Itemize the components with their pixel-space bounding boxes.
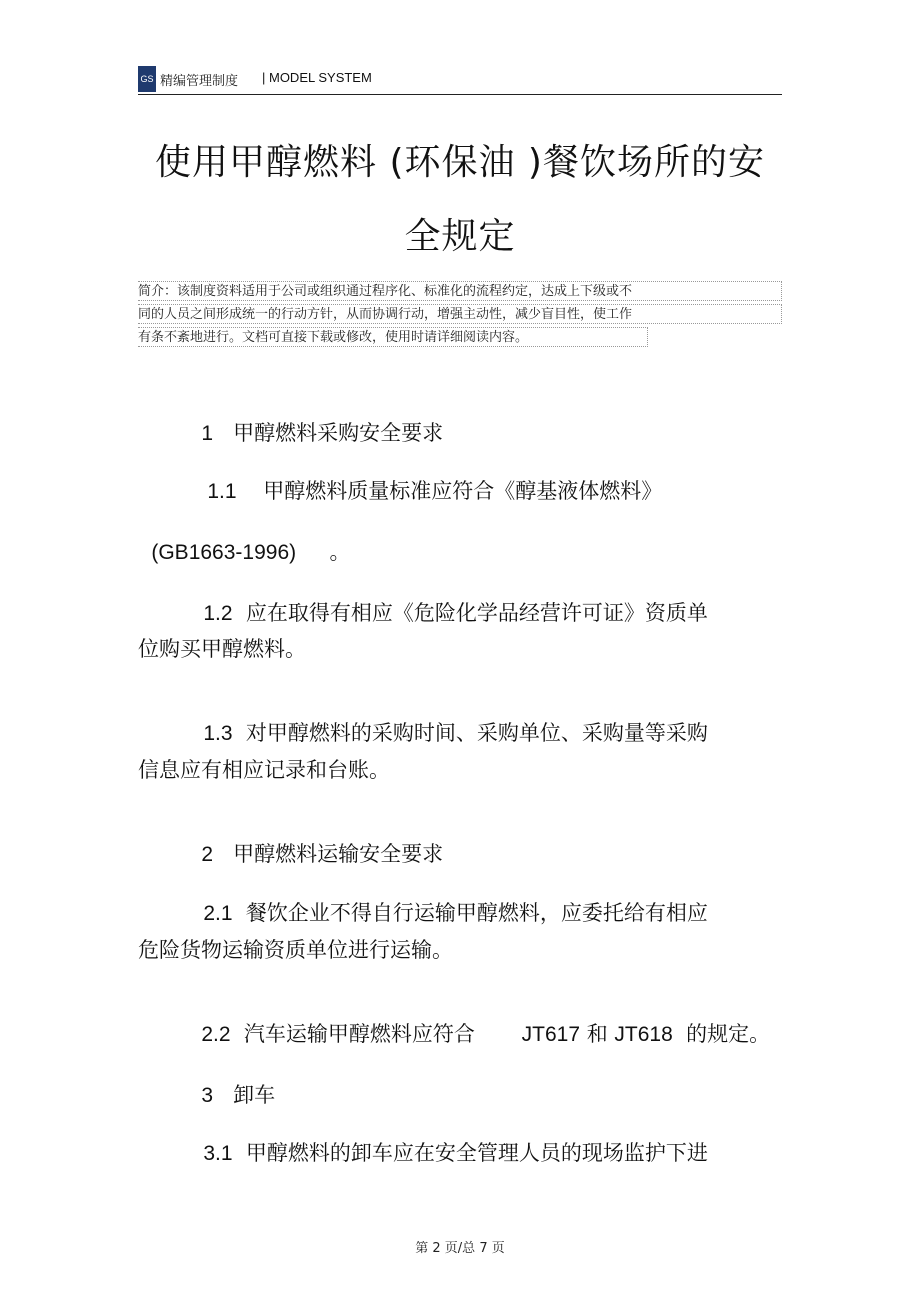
page-number: 第 2 页/总 7 页 [415,1241,505,1256]
clause-number: 1.3 [203,722,233,745]
clause-text: 的规定。 [686,1022,771,1046]
paragraph-continuation: 危险货物运输资质单位进行运输。 [138,938,453,962]
standard-code: JT617 [521,1023,581,1046]
brand-label: 精编管理制度 [160,74,239,89]
section-number: 1 [201,422,214,445]
clause-text: 对甲醇燃料的采购时间、采购单位、采购量等采购 [245,721,708,745]
paragraph-continuation: 信息应有相应记录和台账。 [138,758,390,782]
paragraph-continuation: 位购买甲醇燃料。 [138,637,306,661]
clause-number: 3.1 [203,1142,233,1165]
clause-text: 餐饮企业不得自行运输甲醇燃料，应委托给有相应 [245,901,708,925]
section-text: 甲醇燃料采购安全要求 [233,421,444,445]
clause-number: 1.1 [207,480,237,503]
standard-code: JT618 [614,1023,673,1046]
paragraph [188,994,770,1048]
intro-box [138,281,782,350]
clause-text: 甲醇燃料质量标准应符合《醇基液体燃料》 [263,479,663,503]
clause-text: 汽车运输甲醇燃料应符合 [243,1022,475,1046]
clause-text: 甲醇燃料的卸车应在安全管理人员的现场监护下进 [245,1141,708,1165]
paragraph-continuation [138,512,351,566]
section-heading [188,393,443,447]
intro-line: 简介：该制度资料适用于公司或组织通过程序化、标准化的流程约定，达成上下级或不 [138,281,782,301]
document-title-line1: 使用甲醇燃料 (环保油 )餐饮场所的安 [155,142,765,183]
document-title-line2: 全规定 [404,216,516,257]
intro-line: 同的人员之间形成统一的行动方针，从而协调行动，增强主动性，减少盲目性，使工作 [138,304,782,324]
section-text: 甲醇燃料运输安全要求 [233,842,444,866]
clause-number: 2.1 [203,902,233,925]
clause-number: 2.2 [201,1023,231,1046]
section-heading [188,814,443,868]
page-header [138,66,782,95]
clause-number: 1.2 [203,602,233,625]
punctuation: 。 [329,540,351,564]
intro-line: 有条不紊地进行。文档可直接下载或修改，使用时请详细阅读内容。 [138,327,648,347]
clause-text: 应在取得有相应《危险化学品经营许可证》资质单 [245,601,708,625]
logo-icon: GS [138,66,156,92]
model-system-label: | MODEL SYSTEM [262,70,372,85]
paragraph [190,573,708,627]
section-number: 3 [201,1084,214,1107]
paragraph [190,1113,708,1167]
paragraph [194,451,662,505]
paragraph [190,693,708,747]
section-heading [188,1055,275,1109]
section-number: 2 [201,843,214,866]
paragraph [190,873,708,927]
standard-code: (GB1663-1996) [151,541,297,564]
section-text: 卸车 [233,1083,276,1107]
clause-text: 和 [586,1022,608,1046]
